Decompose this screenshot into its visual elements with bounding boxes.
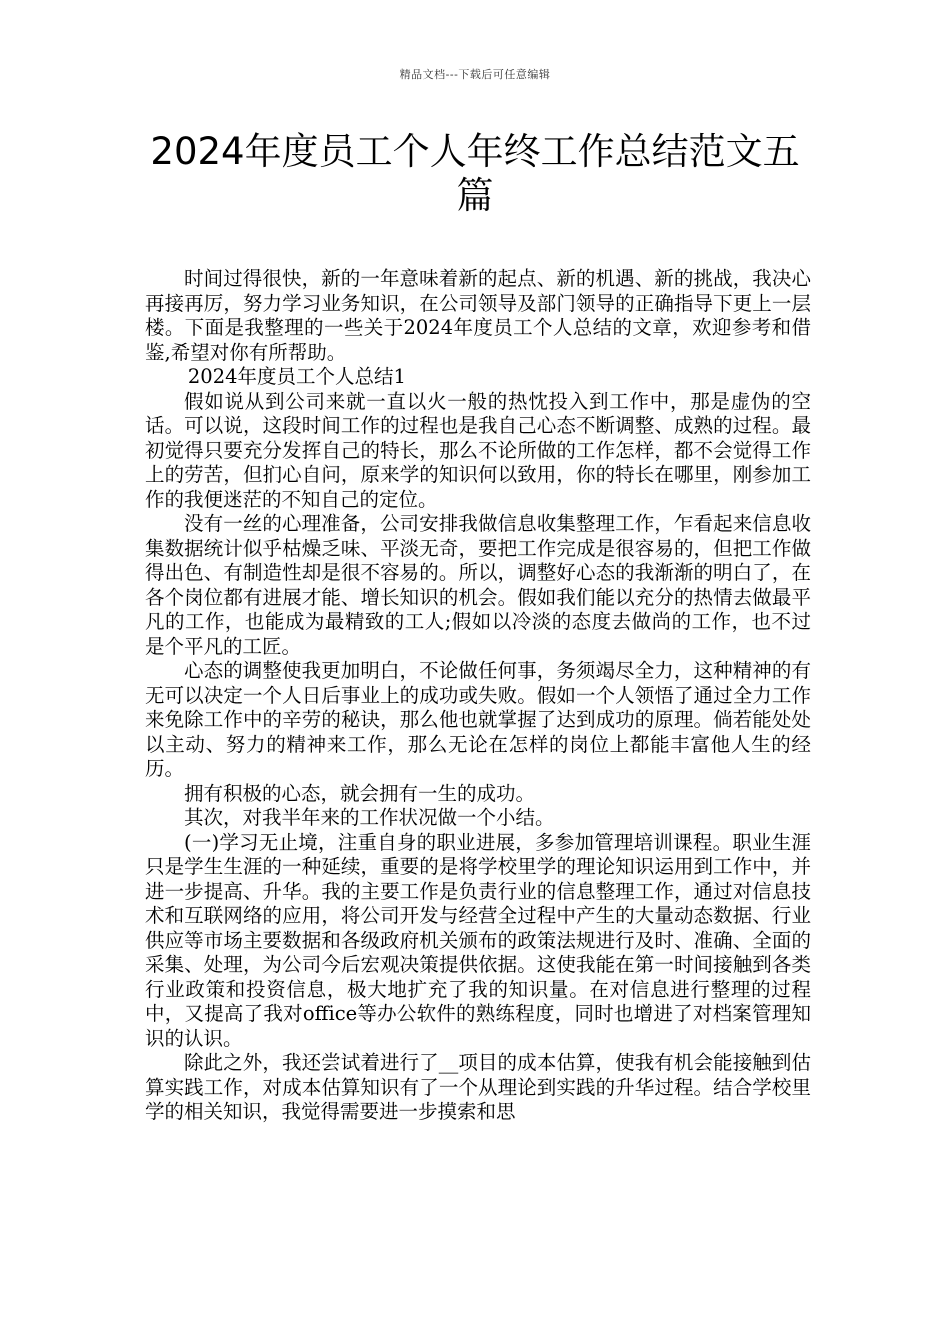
- body-paragraph: (一)学习无止境，注重自身的职业进展，多参加管理培训课程。职业生涯只是学生生涯的一种延续，重要的是将学校里学的理论知识运用到工作中，并进一步提高、升华。我的主要工作是负责行业的信息整理工作，通过对信息技术和互联网络的应用，将公司开发与经营全过程中产生的大量动态数据、行业供应等市场主要数据和各级政府机关颁布的政策法规进行及时、准确、全面的采集、处理，为公司今后宏观决策提供依据。这使我能在第一时间接触到各类行业政策和投资信息，极大地扩充了我的知识量。在对信息进行整理的过程中，又提高了我对office等办公软件的熟练程度，同时也增进了对档案管理知识的认识。: [145, 830, 811, 1050]
- document-title: 2024年度员工个人年终工作总结范文五篇: [150, 130, 800, 217]
- body-paragraph: 心态的调整使我更加明白，不论做任何事，务须竭尽全力，这种精神的有无可以决定一个人日后事业上的成功或失败。假如一个人领悟了通过全力工作来免除工作中的辛劳的秘诀，那么他也就掌握了达到成功的原理。倘若能处处以主动、努力的精神来工作，那么无论在怎样的岗位上都能丰富他人生的经历。: [145, 659, 811, 780]
- section-heading: 2024年度员工个人总结1: [187, 365, 406, 388]
- intro-paragraph: 时间过得很快，新的一年意味着新的起点、新的机遇、新的挑战，我决心再接再厉，努力学习业务知识，在公司领导及部门领导的正确指导下更上一层楼。下面是我整理的一些关于2024年度员工个人总结的文章，欢迎参考和借鉴,希望对你有所帮助。: [145, 267, 811, 364]
- body-paragraph: 除此之外，我还尝试着进行了__项目的成本估算，使我有机会能接触到估算实践工作，对成本估算知识有了一个从理论到实践的升华过程。结合学校里学的相关知识，我觉得需要进一步摸索和思: [145, 1051, 811, 1123]
- body-paragraph: 假如说从到公司来就一直以火一般的热忱投入到工作中，那是虚伪的空话。可以说，这段时间工作的过程也是我自己心态不断调整、成熟的过程。最初觉得只要充分发挥自己的特长，那么不论所做的工作怎样，都不会觉得工作上的劳苦，但扪心自问，原来学的知识何以致用，你的特长在哪里，刚参加工作的我便迷茫的不知自己的定位。: [145, 389, 811, 511]
- body-paragraph: 其次，对我半年来的工作状况做一个小结。: [184, 806, 555, 829]
- body-paragraph: 拥有积极的心态，就会拥有一生的成功。: [184, 781, 536, 805]
- page-header-note: 精品文档---下载后可任意编辑: [399, 68, 551, 81]
- document-body: [145, 267, 811, 1125]
- body-paragraph: 没有一丝的心理准备，公司安排我做信息收集整理工作，乍看起来信息收集数据统计似乎枯燥乏味、平淡无奇，要把工作完成是很容易的，但把工作做得出色、有制造性却是很不容易的。所以，调整好心态的我渐渐的明白了，在各个岗位都有进展才能、增长知识的机会。假如我们能以充分的热情去做最平凡的工作，也能成为最精致的工人;假如以冷淡的态度去做尚的工作，也不过是个平凡的工匠。: [145, 512, 811, 658]
